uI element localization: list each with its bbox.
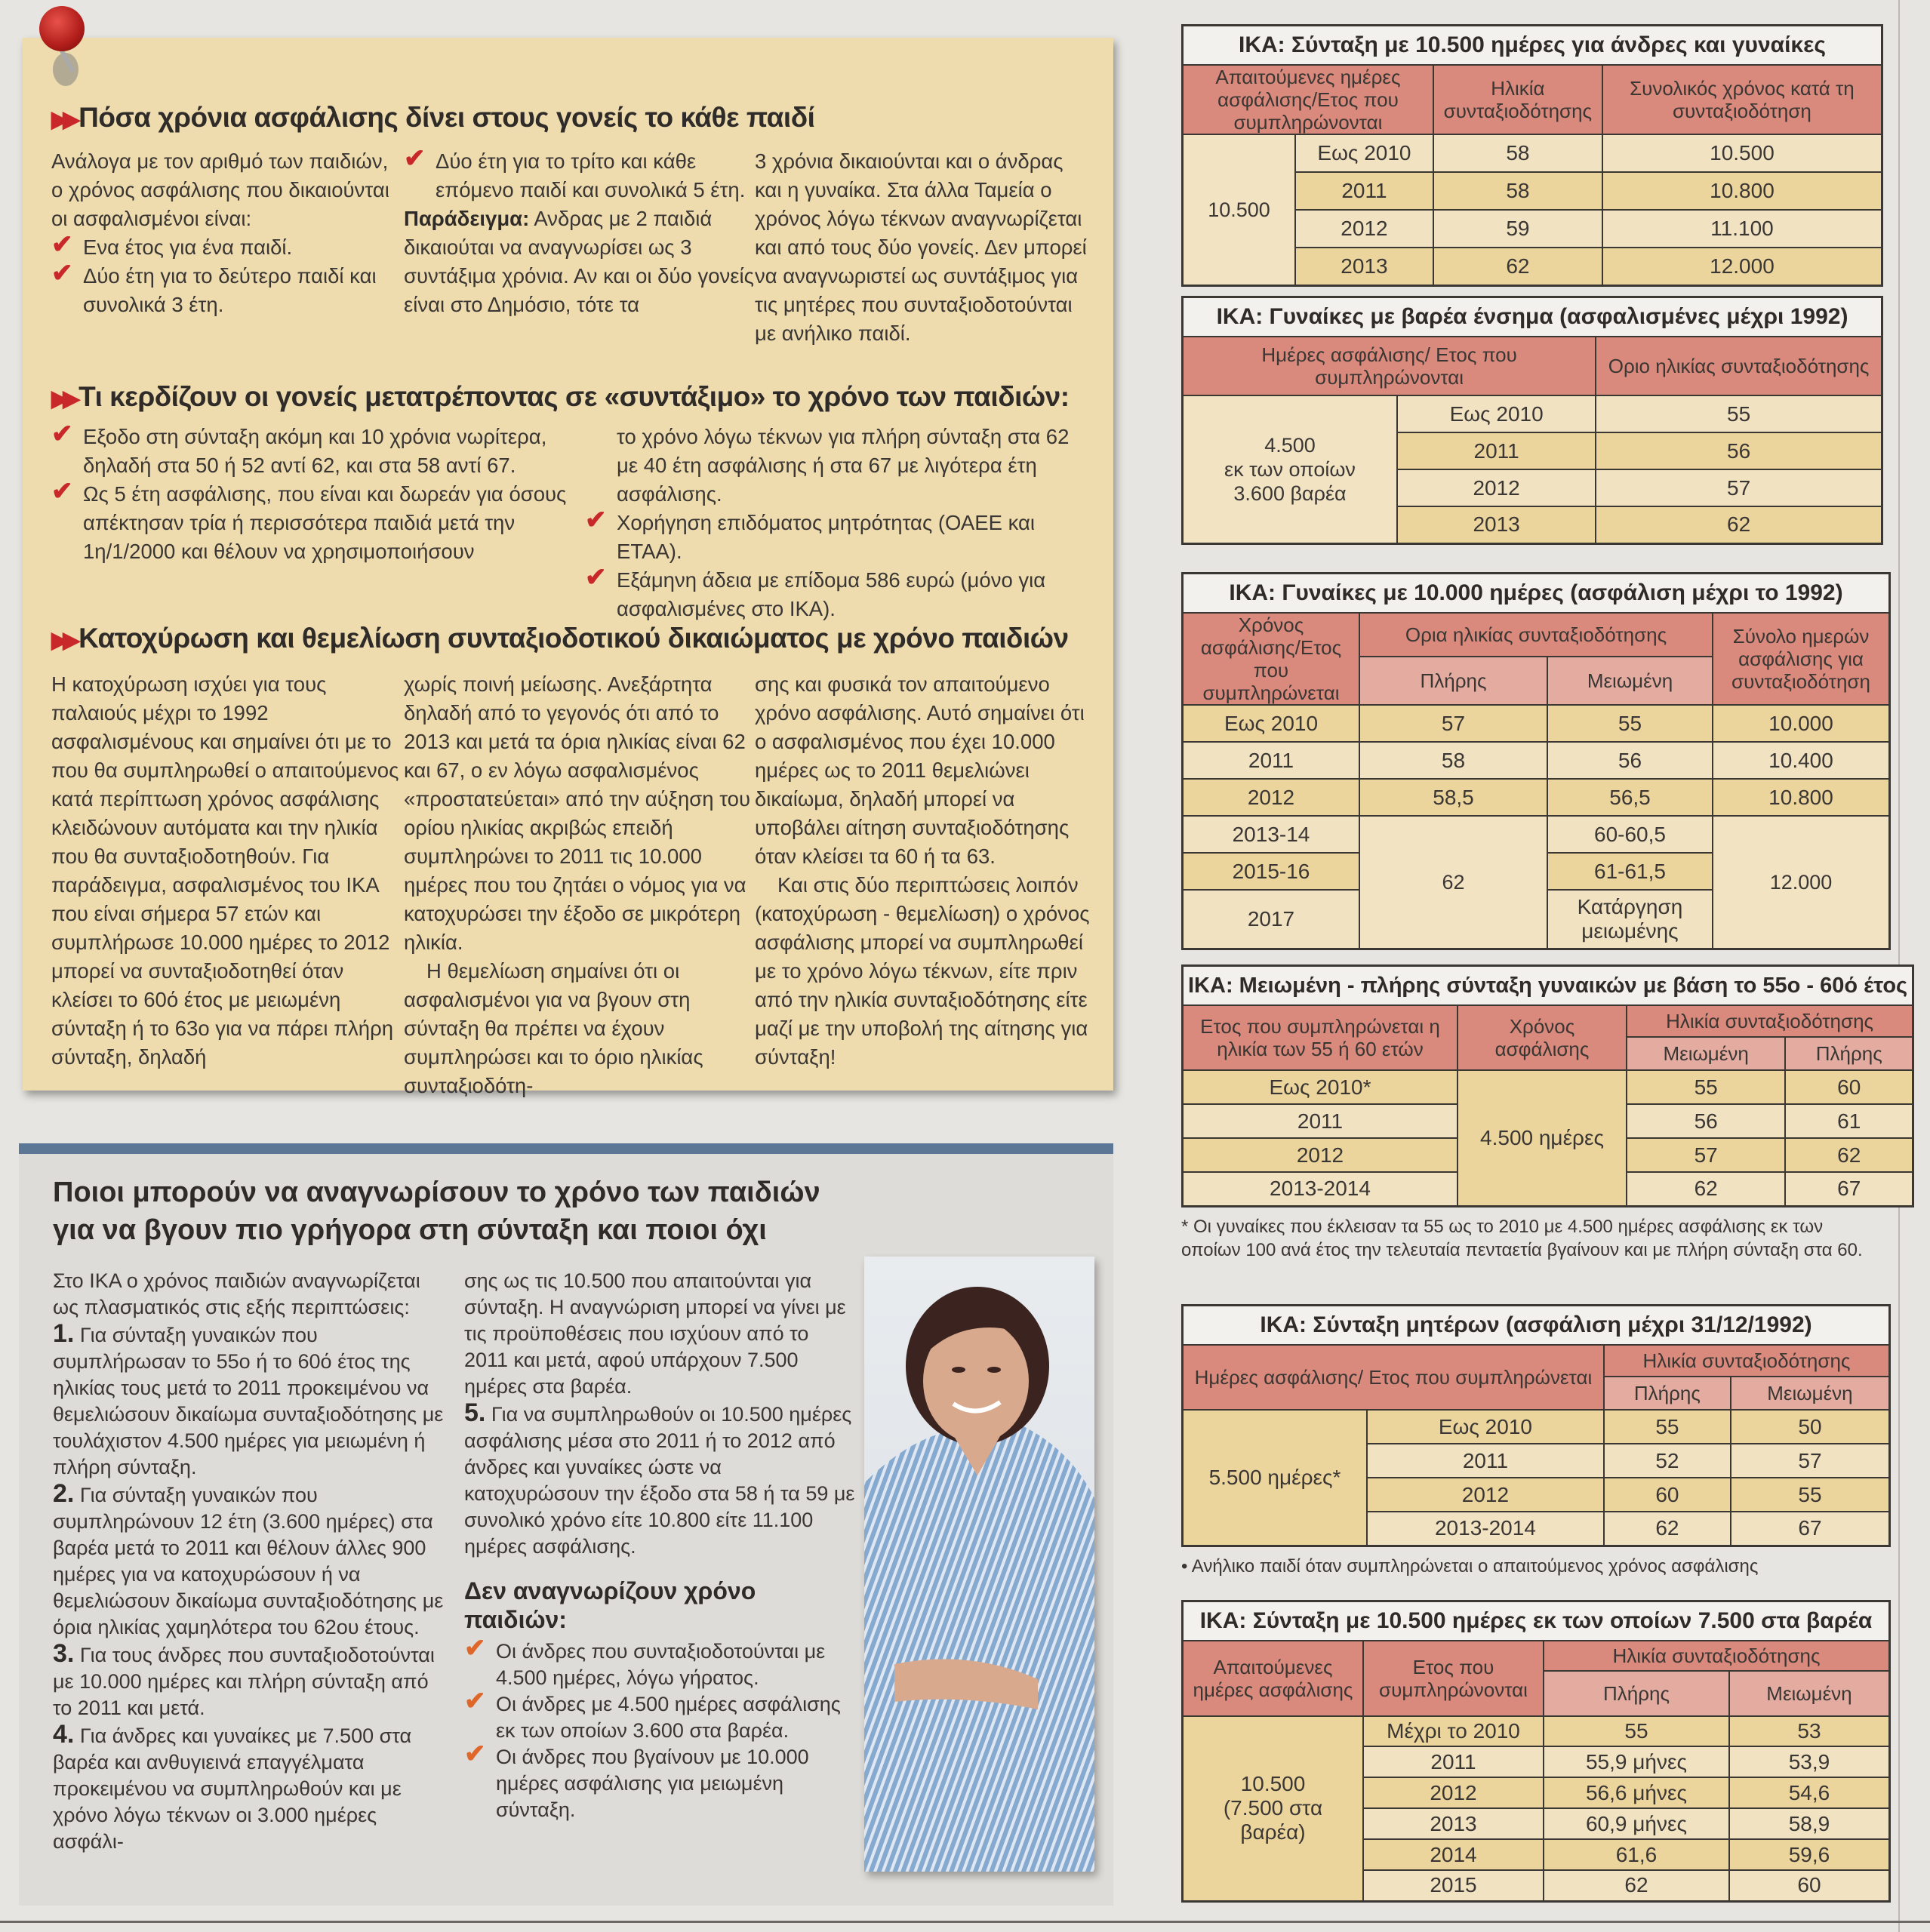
table-row — [1183, 779, 1890, 816]
text-column — [755, 670, 1091, 1072]
cell: 57 — [1627, 1138, 1785, 1172]
numbered-item: 5. Για να συμπληρωθούν οι 10.500 ημέρες ασφάλισης μέσα στο 2011 ή το 2012 από άνδρες και γυναίκες ώστε να κατοχυρώσουν την έξοδο στα 58 ή τα 59 με συνολικό χρόνο είτε 10.800 είτε 11.100 ημέρες ασφάλισης. — [464, 1398, 855, 1558]
paragraph: 3 χρόνια δικαιούνται και ο άνδρας και η γυναίκα. Στα άλλα Ταμεία ο χρόνος λόγω τέκνων αναγνωρίζεται και από τους δύο γονείς. Δεν μπορεί να αναγνωριστεί ως συντάξιμος για τις μητέρες που συνταξιοδοτούνται με ανήλικο παιδί. — [755, 149, 1087, 345]
cell: 62 — [1544, 1870, 1729, 1901]
column-header: Ηλικία συνταξιοδότησης — [1604, 1345, 1890, 1377]
cell: 60,9 μήνες — [1544, 1808, 1729, 1839]
cell: 12.000 — [1602, 248, 1882, 285]
subheader: Πλήρης — [1604, 1377, 1731, 1410]
column-header: Ετος που συμπληρώνεται η ηλικία των 55 ή 60 ετών — [1183, 1005, 1458, 1070]
subheader: Πλήρης — [1359, 657, 1547, 705]
numbered-item: 3. Για τους άνδρες που συνταξιοδοτούνται με 10.000 ημέρες και πλήρη σύνταξη από το 2011 και μετά. — [53, 1639, 435, 1719]
numbered-item: 4. Για άνδρες και γυναίκες με 7.500 στα βαρέα και ανθυγιεινά επαγγέλματα προκειμένου να συμπληρωθούν και με χρόνο λόγω τέκνων οι 3.000 ημέρες ασφάλι- — [53, 1720, 412, 1853]
cell: Εως 2010 — [1397, 395, 1596, 432]
merged-cell: 12.000 — [1713, 816, 1890, 949]
cell: 2013 — [1363, 1808, 1544, 1839]
cell: Εως 2010 — [1183, 705, 1360, 742]
checkmark-icon: ✔ — [404, 144, 426, 173]
table-title: ΙΚΑ: Μειωμένη - πλήρης σύνταξη γυναικών με βάση το 55ο - 60ό έτος — [1183, 966, 1913, 1006]
cell: 62 — [1433, 248, 1602, 285]
cell: 2012 — [1367, 1478, 1604, 1512]
push-pin-icon — [39, 6, 85, 51]
table-heavy-work-women — [1181, 296, 1883, 545]
text-column — [755, 147, 1091, 348]
cell: 60-60,5 — [1547, 816, 1713, 853]
table-10500-with-7500-heavy — [1181, 1600, 1891, 1903]
paragraph: το χρόνο λόγω τέκνων για πλήρη σύνταξη στα 62 με 40 έτη ασφάλισης ή στα 67 με λιγότερα έτη ασφάλισης. — [617, 425, 1070, 506]
table-mothers-pension — [1181, 1304, 1891, 1547]
table-row — [1183, 705, 1890, 742]
column-header: Ορια ηλικίας συνταξιοδότησης — [1359, 613, 1713, 657]
woman-portrait-illustration — [864, 1257, 1094, 1872]
cell: 57 — [1596, 469, 1882, 506]
cell: 2015-16 — [1183, 853, 1360, 890]
column-header: Απαιτούμενες ημέρες ασφάλισης — [1183, 1641, 1364, 1716]
cell: 58 — [1433, 134, 1602, 172]
cell: 10.500 — [1602, 134, 1882, 172]
bullet-item: ✔ Οι άνδρες που συνταξιοδοτούνται με 4.500 ημέρες, λόγω γήρατος. — [464, 1634, 826, 1689]
bullet-item: ✔ Δύο έτη για το τρίτο και κάθε επόμενο παιδί και συνολικά 5 έτη. — [404, 144, 746, 202]
paragraph: σης και φυσικά τον απαιτούμενο χρόνο ασφάλισης. Αυτό σημαίνει ότι ο ασφαλισμένος που έχει 10.000 ημέρες ως το 2011 θεμελιώνει δικαίωμα, δηλαδή μπορεί να υποβάλει αίτηση συνταξιοδότησης όταν κλείσει τα 60 ή τα 63. — [755, 672, 1085, 868]
cell: 58 — [1433, 172, 1602, 210]
cell: 58 — [1359, 742, 1547, 779]
cell: 2012 — [1183, 1138, 1458, 1172]
cell: 10.800 — [1713, 779, 1890, 816]
checkmark-icon: ✔ — [51, 477, 73, 506]
cell: 2011 — [1183, 1104, 1458, 1138]
cell: 60 — [1785, 1070, 1913, 1104]
cell: Κατάργηση μειωμένης — [1547, 890, 1713, 949]
group-cell: 4.500 ημέρες — [1458, 1070, 1627, 1206]
cell: 2013 — [1397, 506, 1596, 543]
cell: 56 — [1547, 742, 1713, 779]
cell: 58,9 — [1729, 1808, 1890, 1839]
cell: 10.400 — [1713, 742, 1890, 779]
numbered-item: 2. Για σύνταξη γυναικών που συμπληρώνουν 12 έτη (3.600 ημέρες) στα βαρέα μετά το 2011 και θέλουν άλλες 900 ημέρες για να κατοχυρώσουν ή να θεμελιώσουν δικαίωμα συνταξιοδότησης με όρια ηλικίας χαμηλότερα του 62ου έτους. — [53, 1479, 444, 1638]
cell: 62 — [1785, 1138, 1913, 1172]
cell: 2013-14 — [1183, 816, 1360, 853]
text-column — [51, 147, 402, 319]
paragraph: Και στις δύο περιπτώσεις λοιπόν (κατοχύρωση - θεμελίωση) ο χρόνος ασφάλισης μπορεί να συμπληρωθεί με το χρόνο λόγω τέκνων, είτε πριν από την ηλικία συνταξιοδότησης είτε μαζί με την υποβολή της αίτησης για σύνταξη! — [755, 873, 1090, 1069]
bullet-item: ✔ Δύο έτη για το δεύτερο παιδί και συνολικά 3 έτη. — [51, 259, 377, 316]
cell: 55 — [1604, 1410, 1731, 1444]
text-column — [585, 423, 1091, 623]
column-header: Οριο ηλικίας συνταξιοδότησης — [1596, 337, 1882, 395]
checkmark-icon: ✔ — [51, 259, 73, 288]
column-header: Απαιτούμενες ημέρες ασφάλισης/Ετος που συμπληρώνονται — [1183, 65, 1433, 134]
bottom-rule — [0, 1921, 1930, 1923]
cell: Εως 2010 — [1367, 1410, 1604, 1444]
footnote: * Οι γυναίκες που έκλεισαν τα 55 ως το 2010 με 4.500 ημέρες ασφάλισης εκ των οποίων 100 ανά έτος την τελευταία πενταετία βγαίνουν και με πλήρη σύνταξη στα 60. — [1181, 1217, 1863, 1260]
cell: 2012 — [1363, 1777, 1544, 1808]
column-header: Ηλικία συνταξιοδότησης — [1433, 65, 1602, 134]
bullet-item: ✔ Εξάμηνη άδεια με επίδομα 586 ευρώ (μόνο για ασφαλισμένες στο ΙΚΑ). — [585, 563, 1046, 620]
cell: Εως 2010 — [1295, 134, 1433, 172]
cell: 54,6 — [1729, 1777, 1890, 1808]
numbered-item: 1. Για σύνταξη γυναικών που συμπλήρωσαν το 55ο ή το 60ό έτος της ηλικίας τους μετά το 2011 προκειμένου να θεμελιώσουν δικαίωμα συνταξιοδότησης με τουλάχιστον 4.500 ημέρες για μειωμένη ή πλήρη σύνταξη. — [53, 1319, 444, 1478]
cell: 59,6 — [1729, 1839, 1890, 1870]
cell: 2012 — [1183, 779, 1360, 816]
group-cell: 10.500 (7.500 στα βαρέα) — [1183, 1716, 1364, 1901]
cell: 55 — [1627, 1070, 1785, 1104]
cell: 67 — [1731, 1512, 1890, 1546]
section-heading: ▶▶ Πόσα χρόνια ασφάλισης δίνει στους γονείς το κάθε παιδί — [51, 102, 815, 133]
cell: 2017 — [1183, 890, 1360, 949]
cell: 60 — [1729, 1870, 1890, 1901]
info-box — [23, 38, 1113, 1097]
bullet-item: ✔ Οι άνδρες με 4.500 ημέρες ασφάλισης εκ των οποίων 3.600 στα βαρέα. — [464, 1687, 841, 1742]
table-row — [1183, 1070, 1913, 1104]
table-row — [1183, 816, 1890, 853]
bullet-item: ✔ Ενα έτος για ένα παιδί. — [51, 230, 293, 259]
woman-photo — [864, 1257, 1094, 1872]
cell: 2012 — [1295, 210, 1433, 248]
text-column — [464, 1268, 857, 1823]
merged-cell: 62 — [1359, 816, 1547, 949]
column-header: Συνολικός χρόνος κατά τη συνταξιοδότηση — [1602, 65, 1882, 134]
footnote: • Ανήλικο παιδί όταν συμπληρώνεται ο απαιτούμενος χρόνος ασφάλισης — [1181, 1556, 1759, 1577]
column-header: Χρόνος ασφάλισης/Ετος που συμπληρώνεται — [1183, 613, 1360, 705]
cell: 56,5 — [1547, 779, 1713, 816]
group-cell: 4.500 εκ των οποίων 3.600 βαρέα — [1183, 395, 1398, 543]
cell: 2013-2014 — [1183, 1172, 1458, 1206]
cell: 10.000 — [1713, 705, 1890, 742]
cell: 60 — [1604, 1478, 1731, 1512]
cell: Μέχρι το 2010 — [1363, 1716, 1544, 1746]
table-row — [1183, 1716, 1890, 1746]
checkmark-icon: ✔ — [464, 1634, 486, 1663]
table-row — [1183, 134, 1882, 172]
table-title: ΙΚΑ: Σύνταξη μητέρων (ασφάλιση μέχρι 31/12/1992) — [1183, 1306, 1890, 1346]
cell: 61,6 — [1544, 1839, 1729, 1870]
cell: 2011 — [1295, 172, 1433, 210]
cell: 67 — [1785, 1172, 1913, 1206]
cell: 2011 — [1363, 1746, 1544, 1777]
text-column — [51, 670, 402, 1072]
paragraph: Η θεμελίωση σημαίνει ότι οι ασφαλισμένοι για να βγουν στη σύνταξη θα πρέπει να έχουν συμπληρώσει και το όριο ηλικίας συνταξιοδότη- — [404, 959, 703, 1097]
column-header: Ετος που συμπληρώνονται — [1363, 1641, 1544, 1716]
subheader: Πλήρης — [1785, 1037, 1913, 1070]
group-cell: 5.500 ημέρες* — [1183, 1410, 1368, 1546]
cell: 2011 — [1183, 742, 1360, 779]
cell: 57 — [1359, 705, 1547, 742]
subheader: Πλήρης — [1544, 1671, 1729, 1716]
checkmark-icon: ✔ — [51, 230, 73, 259]
group-cell: 10.500 — [1183, 134, 1296, 285]
cell: 53 — [1729, 1716, 1890, 1746]
cell: 55,9 μήνες — [1544, 1746, 1729, 1777]
text-column — [53, 1268, 445, 1855]
cell: 62 — [1604, 1512, 1731, 1546]
cell: 50 — [1731, 1410, 1890, 1444]
cell: 2013-2014 — [1367, 1512, 1604, 1546]
double-arrow-icon: ▶▶ — [51, 628, 75, 653]
double-arrow-icon: ▶▶ — [51, 107, 75, 132]
checkmark-icon: ✔ — [585, 506, 607, 534]
column-header: Σύνολο ημερών ασφάλισης για συνταξιοδότηση — [1713, 613, 1890, 705]
checkmark-icon: ✔ — [51, 420, 73, 448]
table-women-10000-days — [1181, 572, 1891, 950]
cell: 56 — [1596, 432, 1882, 469]
checkmark-icon: ✔ — [464, 1687, 486, 1715]
table-row — [1183, 742, 1890, 779]
column-header: Χρόνος ασφάλισης — [1458, 1005, 1627, 1070]
cell: 61-61,5 — [1547, 853, 1713, 890]
section-heading: ▶▶ Τι κερδίζουν οι γονείς μετατρέποντας σε «συντάξιμο» το χρόνο των παιδιών: — [51, 381, 1070, 412]
cell: 11.100 — [1602, 210, 1882, 248]
subheader: Μειωμένη — [1729, 1671, 1890, 1716]
paragraph: Η κατοχύρωση ισχύει για τους παλαιούς μέχρι το 1992 ασφαλισμένους και σημαίνει ότι με το που θα συμπληρωθεί ο απαιτούμενος κατά περίπτωση χρόνος ασφάλισης κλειδώνουν αυτόματα και την ηλικία που θα συνταξιοδοτηθούν. Για παράδειγμα, ασφαλισμένος του ΙΚΑ που είναι σήμερα 57 ετών και συμπλήρωσε 10.000 ημέρες το 2012 μπορεί να συνταξιοδοτηθεί όταν κλείσει το 60ό έτος με μειωμένη σύνταξη ή το 63ο για να πάρει πλήρη σύνταξη, δηλαδή — [51, 672, 399, 1069]
bullet-item: ✔ Χορήγηση επιδόματος μητρότητας (ΟΑΕΕ και ΕΤΑΑ). — [585, 506, 1035, 563]
cell: 62 — [1596, 506, 1882, 543]
double-arrow-icon: ▶▶ — [51, 386, 75, 411]
column-header: Ημέρες ασφάλισης/ Ετος που συμπληρώνεται — [1183, 1345, 1604, 1410]
cell: 2015 — [1363, 1870, 1544, 1901]
subheader: Μειωμένη — [1731, 1377, 1890, 1410]
table-title: ΙΚΑ: Γυναίκες με 10.000 ημέρες (ασφάλιση μέχρι το 1992) — [1183, 574, 1890, 614]
blue-bar — [19, 1143, 1113, 1154]
table-row — [1183, 1410, 1890, 1444]
table-row — [1183, 395, 1882, 432]
cell: 2013 — [1295, 248, 1433, 285]
cell: 2011 — [1367, 1444, 1604, 1478]
cell: 61 — [1785, 1104, 1913, 1138]
text-column — [404, 144, 755, 319]
cell: 10.800 — [1602, 172, 1882, 210]
cell: 2012 — [1397, 469, 1596, 506]
cell: 52 — [1604, 1444, 1731, 1478]
cell: 62 — [1627, 1172, 1785, 1206]
paragraph: Στο ΙΚΑ ο χρόνος παιδιών αναγνωρίζεται ως πλασματικός στις εξής περιπτώσεις: — [53, 1269, 420, 1318]
bullet-item: ✔ Οι άνδρες που βγαίνουν με 10.000 ημέρες ασφάλισης για μειωμένη σύνταξη. — [464, 1740, 809, 1821]
example-paragraph: Παράδειγμα: Ανδρας με 2 παιδιά δικαιούται να αναγνωρίσει ως 3 συντάξιμα χρόνια. Αν και οι δύο γονείς είναι στο Δημόσιο, τότε τα — [404, 207, 754, 316]
cell: Εως 2010* — [1183, 1070, 1458, 1104]
cell: 55 — [1731, 1478, 1890, 1512]
cell: 57 — [1731, 1444, 1890, 1478]
checkmark-icon: ✔ — [464, 1740, 486, 1768]
bullet-item: ✔ Εξοδο στη σύνταξη ακόμη και 10 χρόνια νωρίτερα, δηλαδή στα 50 ή 52 αντί 62, και στα 58 αντί 67. — [51, 420, 547, 477]
paragraph: Ανάλογα με τον αριθμό των παιδιών, ο χρόνος ασφάλισης που δικαιούνται οι ασφαλισμένοι είναι: — [51, 149, 389, 230]
cell: 58,5 — [1359, 779, 1547, 816]
section-heading: ▶▶ Κατοχύρωση και θεμελίωση συνταξιοδοτικού δικαιώματος με χρόνο παιδιών — [51, 623, 1069, 654]
bullet-item: ✔ Ως 5 έτη ασφάλισης, που είναι και δωρεάν για όσους απέκτησαν τρία ή περισσότερα παιδιά μετά την 1η/1/2000 και θέλουν να χρησιμοποιήσουν — [51, 477, 567, 563]
cell: 56 — [1627, 1104, 1785, 1138]
cell: 55 — [1547, 705, 1713, 742]
paragraph: σης ως τις 10.500 που απαιτούνται για σύνταξη. Η αναγνώριση μπορεί να γίνει με τις προϋποθέσεις που ισχύουν από το 2011 και μετά, αφού υπάρχουν 7.500 ημέρες στα βαρέα. — [464, 1269, 846, 1398]
text-column — [51, 420, 580, 566]
column-header: Ηλικία συνταξιοδότησης — [1544, 1641, 1890, 1671]
cell: 56,6 μήνες — [1544, 1777, 1729, 1808]
table-pension-10500-days — [1181, 24, 1883, 287]
cell: 53,9 — [1729, 1746, 1890, 1777]
table-title: ΙΚΑ: Σύνταξη με 10.500 ημέρες εκ των οποίων 7.500 στα βαρέα — [1183, 1601, 1890, 1641]
cell: 59 — [1433, 210, 1602, 248]
column-header: Ηλικία συνταξιοδότησης — [1627, 1005, 1913, 1037]
table-title: ΙΚΑ: Σύνταξη με 10.500 ημέρες για άνδρες και γυναίκες — [1183, 26, 1882, 66]
text-column — [404, 670, 755, 1100]
subheader: Μειωμένη — [1627, 1037, 1785, 1070]
table-title: ΙΚΑ: Γυναίκες με βαρέα ένσημα (ασφαλισμένες μέχρι 1992) — [1183, 297, 1882, 337]
subheader: Μειωμένη — [1547, 657, 1713, 705]
cell: 2014 — [1363, 1839, 1544, 1870]
subheading: Δεν αναγνωρίζουν χρόνο παιδιών: — [464, 1577, 756, 1633]
cell: 55 — [1544, 1716, 1729, 1746]
table-reduced-full-women — [1181, 964, 1914, 1208]
checkmark-icon: ✔ — [585, 563, 607, 592]
cell: 55 — [1596, 395, 1882, 432]
paragraph: χωρίς ποινή μείωσης. Ανεξάρτητα δηλαδή από το γεγονός ότι από το 2013 και μετά τα όρια ηλικίας είναι 62 και 67, ο εν λόγω ασφαλισμένος «προστατεύεται» από την αύξηση του ορίου ηλικίας ακριβώς επειδή συμπληρώνει το 2011 τις 10.000 ημέρες που του ζητάει ο νόμος για να κατοχυρώσει την έξοδο σε μικρότερη ηλικία. — [404, 672, 751, 954]
cell: 2011 — [1397, 432, 1596, 469]
column-header: Ημέρες ασφάλισης/ Ετος που συμπληρώνονται — [1183, 337, 1596, 395]
article-title: Ποιοι μπορούν να αναγνωρίσουν το χρόνο των παιδιών για να βγουν πιο γρήγορα στη σύνταξη και ποιοι όχι — [53, 1177, 820, 1246]
